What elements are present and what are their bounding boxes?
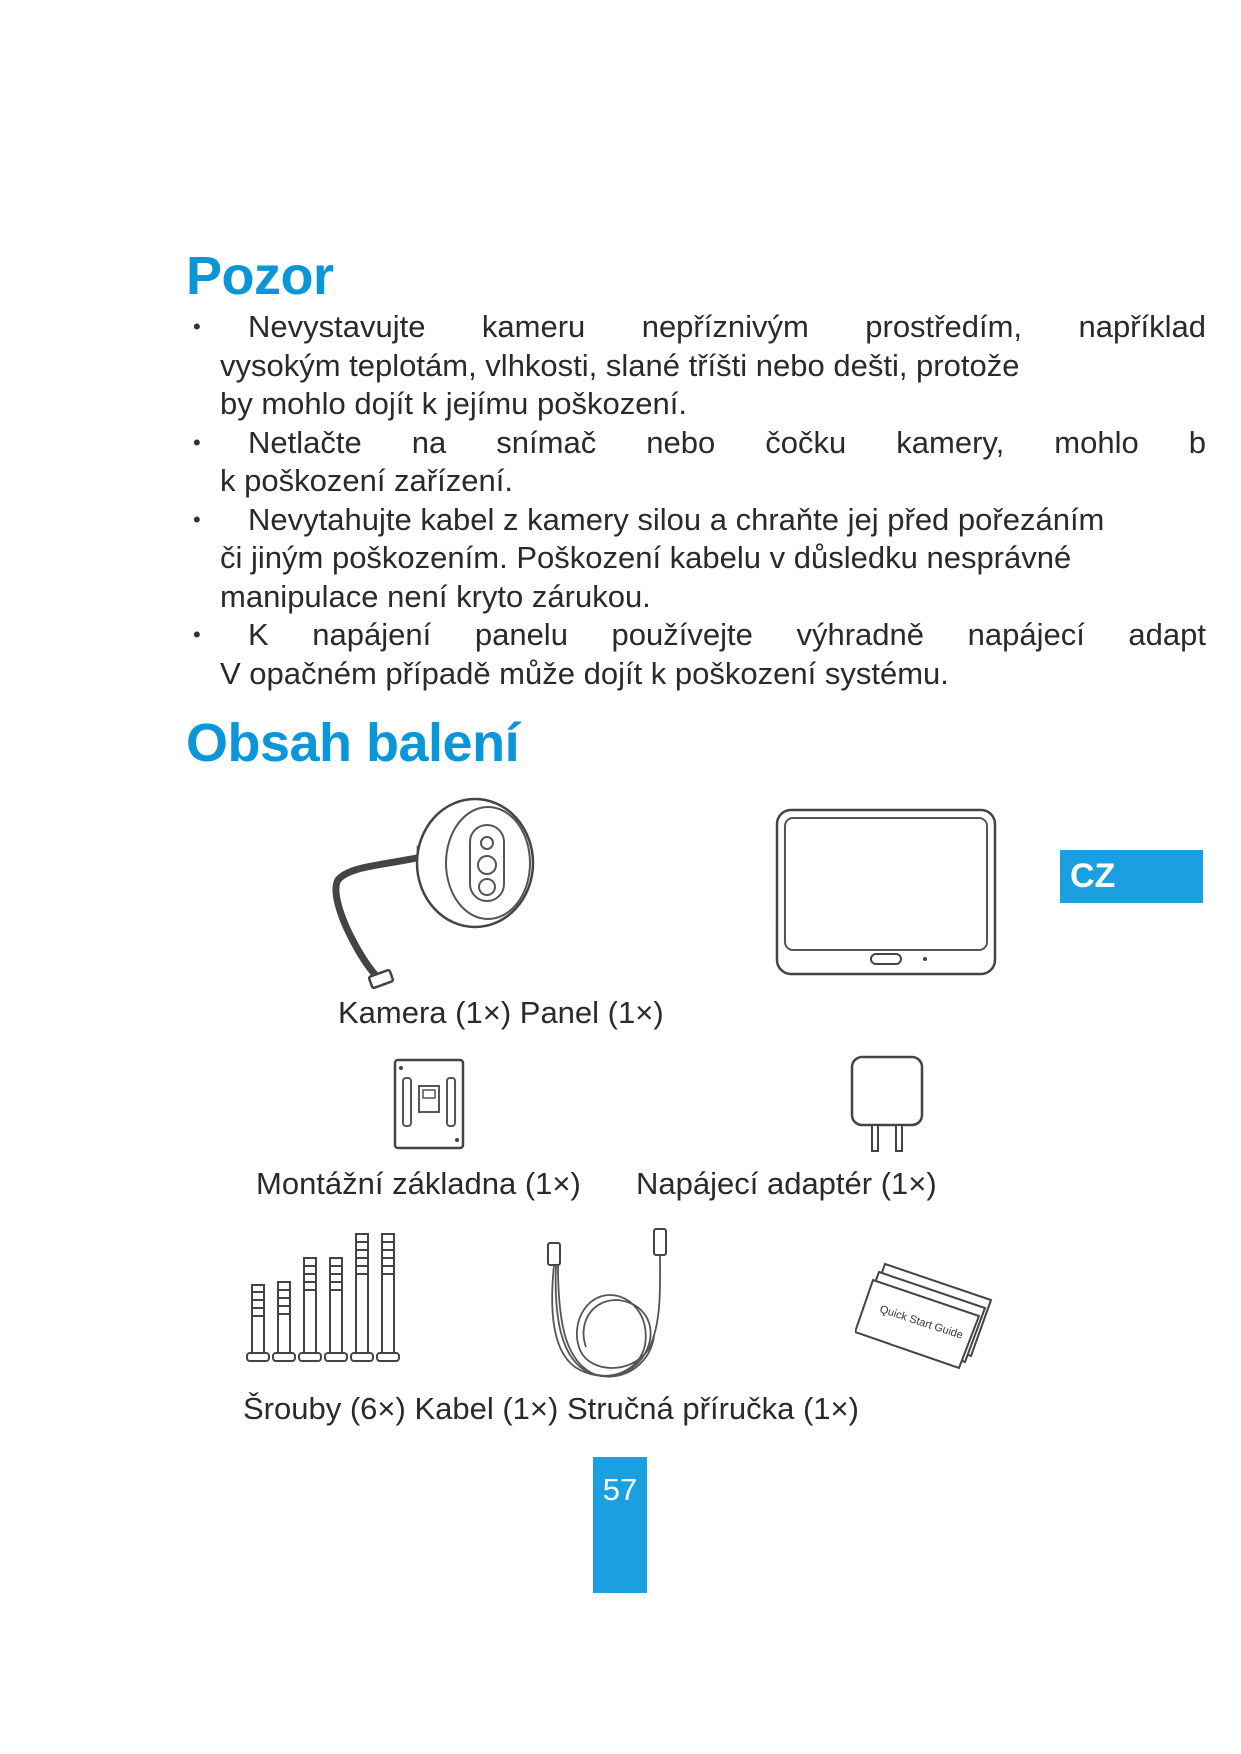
bullet-line: V opačném případě může dojít k poškození systému. bbox=[220, 655, 949, 691]
language-tab: CZ bbox=[1060, 850, 1203, 903]
guide-card-text: Quick Start Guide bbox=[878, 1303, 965, 1342]
list-item bbox=[186, 501, 1206, 617]
bullet-line: či jiným poškozením. Poškození kabelu v důsledku nesprávné bbox=[220, 540, 1072, 575]
camera-illustration bbox=[330, 795, 540, 995]
warning-list bbox=[186, 308, 1206, 693]
bullet-dot: • bbox=[193, 429, 201, 455]
label-power-adapter: Napájecí adaptér (1×) bbox=[636, 1166, 937, 1201]
bullet-line: vysokým teplotám, vlhkosti, slané tříšti nebo dešti, protože bbox=[220, 347, 1020, 383]
panel-illustration bbox=[775, 808, 997, 978]
screws-illustration bbox=[245, 1230, 405, 1365]
mount-base-illustration bbox=[393, 1058, 465, 1150]
bullet-line: by mohlo dojít k jejímu poškození. bbox=[220, 386, 687, 421]
page-number: 57 bbox=[593, 1457, 647, 1593]
cable-illustration bbox=[530, 1225, 680, 1385]
bullet-dot: • bbox=[193, 314, 201, 339]
bullet-dot: • bbox=[193, 506, 201, 532]
label-camera-panel: Kamera (1×) Panel (1×) bbox=[338, 995, 664, 1030]
bullet-first-line: Netlačte na snímač nebo čočku kamery, mohlo b bbox=[248, 424, 1206, 460]
label-screws-cable-guide: Šrouby (6×) Kabel (1×) Stručná příručka (1×) bbox=[243, 1391, 859, 1426]
bullet-line: k poškození zařízení. bbox=[220, 463, 513, 498]
label-mount-base: Montážní základna (1×) bbox=[256, 1166, 581, 1201]
bullet-first-line: Nevytahujte kabel z kamery silou a chraňte jej před pořezáním bbox=[248, 501, 1105, 537]
list-item bbox=[186, 424, 1206, 501]
bullet-first-line: Nevystavujte kameru nepříznivým prostředím, například bbox=[248, 309, 1206, 344]
list-item bbox=[186, 308, 1206, 424]
bullet-line: manipulace není kryto zárukou. bbox=[220, 578, 651, 614]
bullet-first-line: K napájení panelu používejte výhradně napájecí adapt bbox=[248, 617, 1206, 652]
section-title-warning: Pozor bbox=[186, 246, 334, 306]
list-item bbox=[186, 616, 1206, 693]
bullet-dot: • bbox=[193, 622, 201, 647]
quick-start-guide-illustration bbox=[855, 1260, 995, 1370]
power-adapter-illustration bbox=[850, 1055, 924, 1153]
section-title-package: Obsah balení bbox=[186, 713, 520, 773]
